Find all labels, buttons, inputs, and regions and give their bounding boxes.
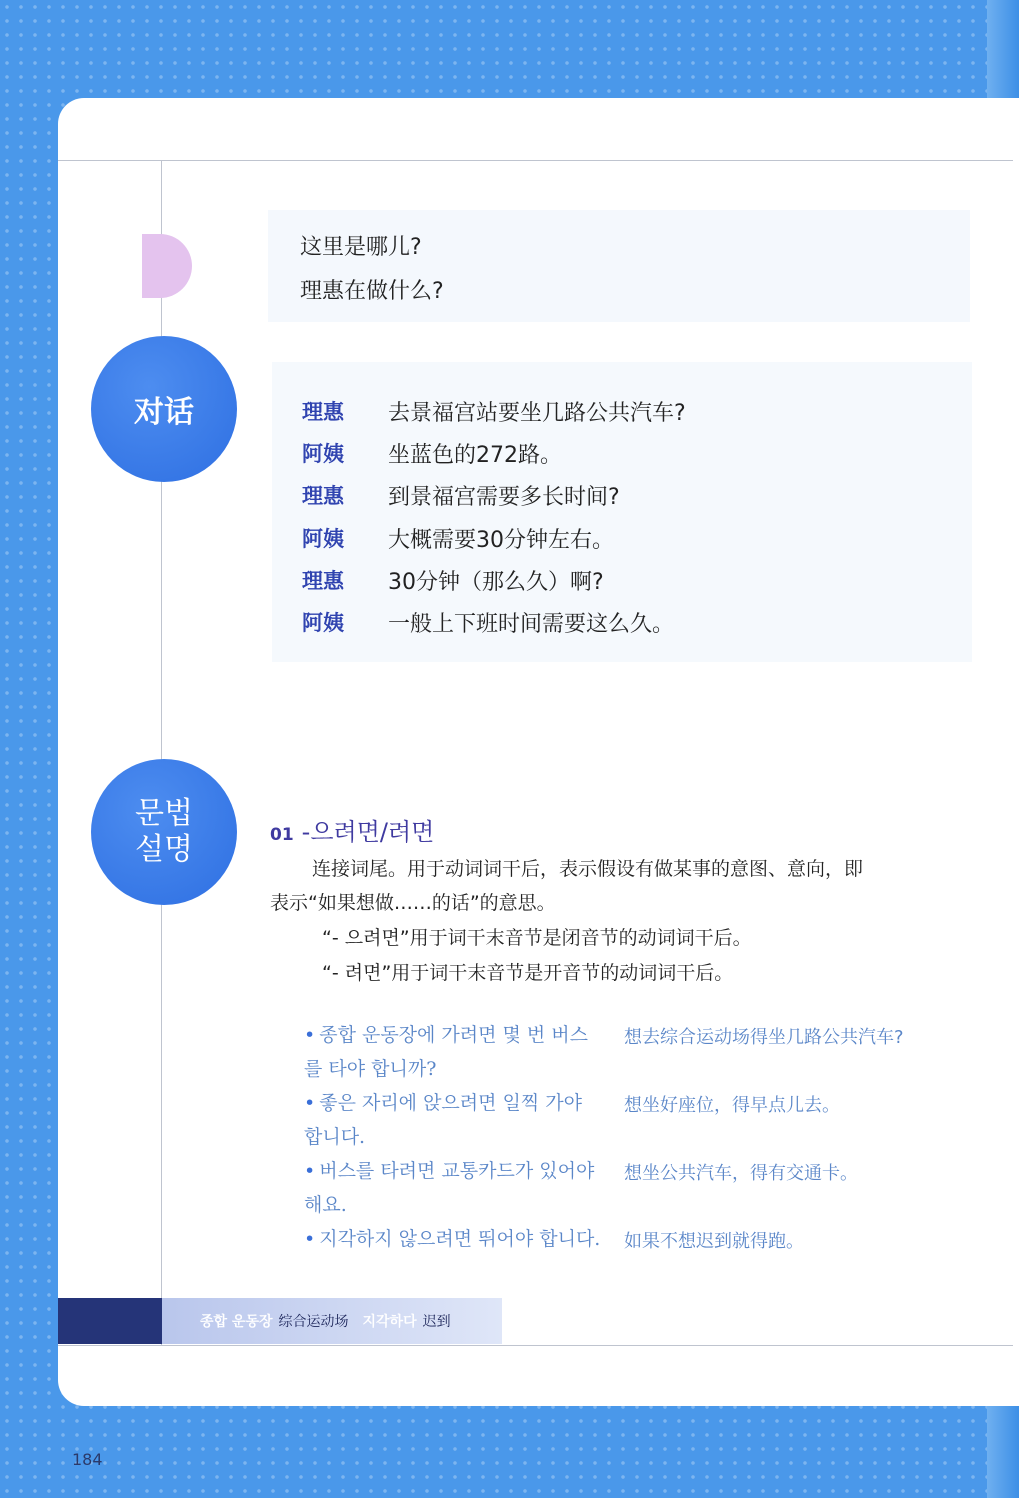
vocab-korean: 지각하다 <box>362 1314 417 1330</box>
question-2: 理惠在做什么? <box>300 279 444 304</box>
bullet-icon: • <box>304 1160 316 1182</box>
example-chinese: 想坐好座位，得早点儿去。 <box>624 1095 840 1116</box>
dialogue-text: 30分钟（那么久）啊? <box>388 570 604 595</box>
page-number: 184 <box>72 1450 103 1469</box>
bullet-icon: • <box>304 1092 316 1114</box>
vocab-chinese: 迟到 <box>422 1314 451 1330</box>
speaker: 阿姨 <box>302 611 344 635</box>
speaker: 理惠 <box>302 484 344 508</box>
bottom-rule <box>58 1345 1013 1346</box>
grammar-desc-line-1: 连接词尾。用于动词词干后，表示假设有做某事的意图、意向，即 <box>312 858 864 880</box>
example-chinese: 想去综合运动场得坐几路公共汽车? <box>624 1027 904 1048</box>
vocab-korean: 종합 운동장 <box>200 1314 273 1330</box>
example-korean: • 지각하지 않으려면 뛰어야 합니다. <box>304 1228 601 1250</box>
bullet-icon: • <box>304 1228 316 1250</box>
grammar-rule-1: “- 으려면”用于词干末音节是闭音节的动词词干后。 <box>322 927 752 949</box>
speaker: 阿姨 <box>302 527 344 551</box>
grammar-desc-line-2: 表示“如果想做……的话”的意思。 <box>270 892 556 914</box>
vocab-box <box>162 1298 502 1344</box>
dialogue-text: 去景福宫站要坐几路公共汽车? <box>388 401 686 426</box>
example-korean: • 버스를 타려면 교통카드가 있어야 해요. <box>304 1160 595 1216</box>
background-photo-top <box>268 210 970 322</box>
bullet-icon: • <box>304 1024 316 1046</box>
vocab-chinese: 综合运动场 <box>278 1314 349 1330</box>
dialogue-text: 大概需要30分钟左右。 <box>388 528 614 553</box>
speaker: 阿姨 <box>302 442 344 466</box>
question-1: 这里是哪儿? <box>300 235 422 260</box>
dialogue-section-badge: 对话 <box>91 336 237 482</box>
grammar-title <box>270 812 434 847</box>
dialogue-text: 一般上下班时间需要这么久。 <box>388 612 675 637</box>
grammar-rule-2: “- 려면”用于词干末音节是开音节的动词词干后。 <box>322 962 734 984</box>
speaker: 理惠 <box>302 400 344 424</box>
example-korean: • 좋은 자리에 앉으려면 일찍 가야 합니다. <box>304 1092 582 1148</box>
example-chinese: 如果不想迟到就得跑。 <box>624 1231 804 1252</box>
grammar-number: 01 <box>270 825 294 845</box>
example-chinese: 想坐公共汽车，得有交通卡。 <box>624 1163 858 1184</box>
grammar-pattern: -으려면/려면 <box>301 818 435 846</box>
top-rule <box>58 160 1013 161</box>
dialogue-text: 坐蓝色的272路。 <box>388 443 562 468</box>
vocab-bar-accent <box>58 1298 162 1344</box>
grammar-section-badge: 문법 설명 <box>91 759 237 905</box>
dialogue-text: 到景福宫需要多长时间? <box>388 485 620 510</box>
example-korean: • 종합 운동장에 가려면 몇 번 버스를 타야 합니까? <box>304 1024 589 1080</box>
speaker: 理惠 <box>302 569 344 593</box>
